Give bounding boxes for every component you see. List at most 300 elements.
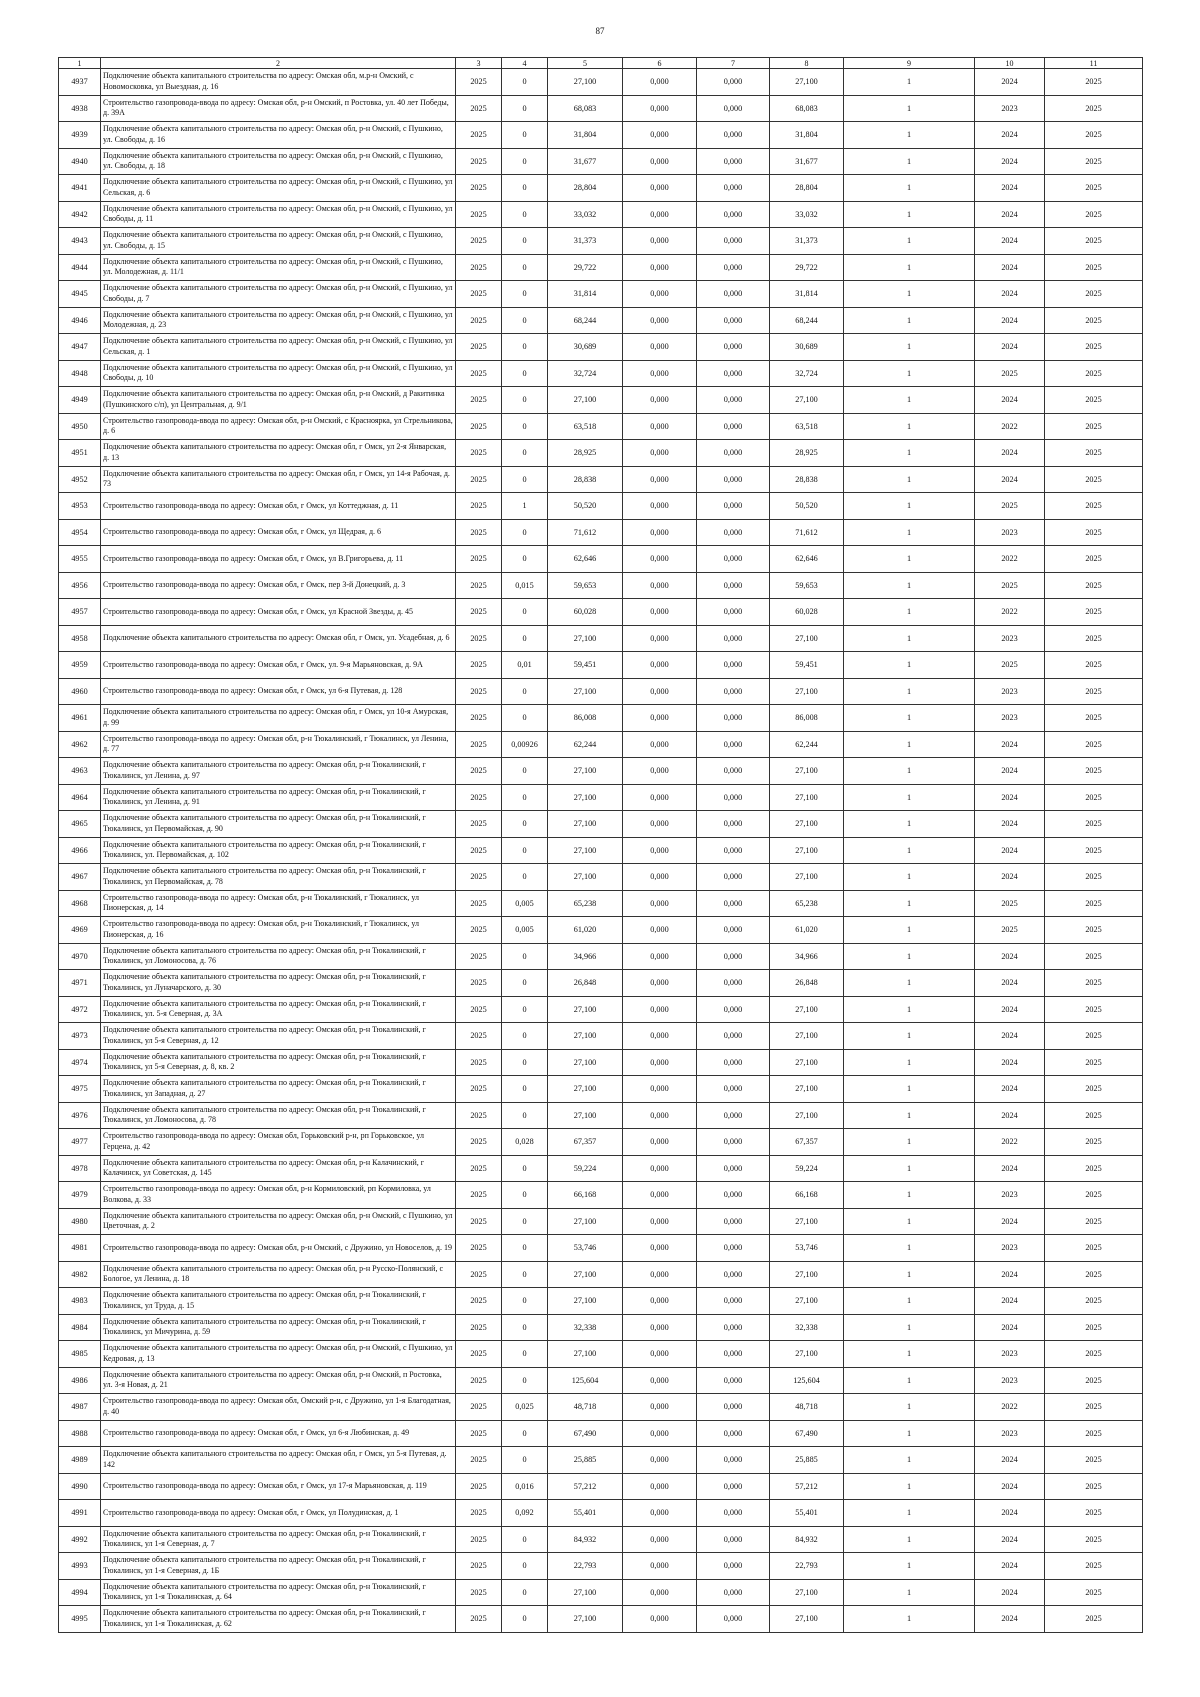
- object-description-cell: Подключение объекта капитального строительства по адресу: Омская обл, г Омск, ул 2-я Январская, д. 13: [101, 440, 456, 467]
- column-header: 5: [548, 58, 623, 69]
- end-year-cell: 2025: [1045, 440, 1143, 467]
- year-cell: 2025: [456, 1102, 502, 1129]
- end-year-cell: 2025: [1045, 1288, 1143, 1315]
- cost-col-7-cell: 0,000: [697, 493, 770, 520]
- end-year-cell: 2025: [1045, 864, 1143, 891]
- cost-col-6-cell: 0,000: [623, 678, 697, 705]
- start-year-cell: 2024: [975, 943, 1045, 970]
- cost-total-cell: 27,100: [548, 1606, 623, 1633]
- cost-total-cell: 27,100: [548, 1579, 623, 1606]
- cost-col-8-cell: 59,451: [770, 652, 844, 679]
- object-description-cell: Подключение объекта капитального строительства по адресу: Омская обл, р-н Омский, с Пушкино, ул. Свободы, д. 16: [101, 122, 456, 149]
- cost-col-7-cell: 0,000: [697, 705, 770, 732]
- object-description-cell: Подключение объекта капитального строительства по адресу: Омская обл, р-н Омский, п Ростовка, ул. 3-я Новая, д. 21: [101, 1367, 456, 1394]
- cost-col-6-cell: 0,000: [623, 917, 697, 944]
- table-row: [59, 254, 1143, 281]
- cost-col-8-cell: 28,925: [770, 440, 844, 467]
- cost-col-6-cell: 0,000: [623, 493, 697, 520]
- start-year-cell: 2024: [975, 175, 1045, 202]
- row-number-cell: 4938: [59, 95, 101, 122]
- cost-col-8-cell: 53,746: [770, 1235, 844, 1262]
- quantity-cell: 1: [844, 1182, 975, 1209]
- quantity-cell: 1: [844, 678, 975, 705]
- table-row: [59, 360, 1143, 387]
- row-number-cell: 4952: [59, 466, 101, 493]
- start-year-cell: 2022: [975, 413, 1045, 440]
- cost-col-6-cell: 0,000: [623, 572, 697, 599]
- cost-col-6-cell: 0,000: [623, 1076, 697, 1103]
- cost-col-8-cell: 63,518: [770, 413, 844, 440]
- table-row: [59, 1579, 1143, 1606]
- year-cell: 2025: [456, 625, 502, 652]
- cost-col-7-cell: 0,000: [697, 1341, 770, 1368]
- start-year-cell: 2024: [975, 148, 1045, 175]
- length-cell: 0,016: [502, 1473, 548, 1500]
- row-number-cell: 4991: [59, 1500, 101, 1527]
- column-header: 7: [697, 58, 770, 69]
- length-cell: 0: [502, 625, 548, 652]
- row-number-cell: 4954: [59, 519, 101, 546]
- cost-col-7-cell: 0,000: [697, 758, 770, 785]
- year-cell: 2025: [456, 228, 502, 255]
- year-cell: 2025: [456, 678, 502, 705]
- cost-total-cell: 27,100: [548, 758, 623, 785]
- end-year-cell: 2025: [1045, 1447, 1143, 1474]
- page-number: 87: [595, 26, 605, 36]
- cost-total-cell: 62,244: [548, 731, 623, 758]
- quantity-cell: 1: [844, 387, 975, 414]
- row-number-cell: 4969: [59, 917, 101, 944]
- cost-col-8-cell: 28,804: [770, 175, 844, 202]
- cost-col-8-cell: 31,677: [770, 148, 844, 175]
- row-number-cell: 4966: [59, 837, 101, 864]
- quantity-cell: 1: [844, 890, 975, 917]
- start-year-cell: 2023: [975, 1341, 1045, 1368]
- row-number-cell: 4964: [59, 784, 101, 811]
- length-cell: 0: [502, 175, 548, 202]
- cost-col-6-cell: 0,000: [623, 175, 697, 202]
- object-description-cell: Подключение объекта капитального строительства по адресу: Омская обл, р-н Тюкалинский, г Тюкалинск, ул 1-я Северная, д. 7: [101, 1526, 456, 1553]
- length-cell: 0: [502, 1553, 548, 1580]
- cost-col-6-cell: 0,000: [623, 1129, 697, 1156]
- length-cell: 0: [502, 1526, 548, 1553]
- start-year-cell: 2024: [975, 1155, 1045, 1182]
- start-year-cell: 2024: [975, 1473, 1045, 1500]
- cost-col-8-cell: 27,100: [770, 1076, 844, 1103]
- object-description-cell: Строительство газопровода-ввода по адресу: Омская обл, р-н Тюкалинский, г Тюкалинск, ул Ленина, д. 77: [101, 731, 456, 758]
- table-row: [59, 1102, 1143, 1129]
- table-row: [59, 890, 1143, 917]
- cost-total-cell: 27,100: [548, 69, 623, 96]
- object-description-cell: Строительство газопровода-ввода по адресу: Омская обл, р-н Кормиловский, рп Кормиловка, ул Волкова, д. 33: [101, 1182, 456, 1209]
- cost-total-cell: 27,100: [548, 1208, 623, 1235]
- cost-col-7-cell: 0,000: [697, 652, 770, 679]
- end-year-cell: 2025: [1045, 678, 1143, 705]
- cost-col-7-cell: 0,000: [697, 678, 770, 705]
- year-cell: 2025: [456, 519, 502, 546]
- row-number-cell: 4988: [59, 1420, 101, 1447]
- cost-col-7-cell: 0,000: [697, 201, 770, 228]
- end-year-cell: 2025: [1045, 1394, 1143, 1421]
- start-year-cell: 2024: [975, 440, 1045, 467]
- column-header: 2: [101, 58, 456, 69]
- quantity-cell: 1: [844, 625, 975, 652]
- quantity-cell: 1: [844, 784, 975, 811]
- row-number-cell: 4939: [59, 122, 101, 149]
- cost-col-6-cell: 0,000: [623, 334, 697, 361]
- year-cell: 2025: [456, 281, 502, 308]
- cost-col-7-cell: 0,000: [697, 1420, 770, 1447]
- row-number-cell: 4983: [59, 1288, 101, 1315]
- start-year-cell: 2023: [975, 1420, 1045, 1447]
- cost-total-cell: 27,100: [548, 678, 623, 705]
- object-description-cell: Строительство газопровода-ввода по адресу: Омская обл, Горьковский р-н, рп Горьковское, ул Герцена, д. 42: [101, 1129, 456, 1156]
- quantity-cell: 1: [844, 228, 975, 255]
- table-row: [59, 281, 1143, 308]
- row-number-cell: 4965: [59, 811, 101, 838]
- table-row: [59, 1341, 1143, 1368]
- cost-col-7-cell: 0,000: [697, 440, 770, 467]
- year-cell: 2025: [456, 413, 502, 440]
- end-year-cell: 2025: [1045, 1102, 1143, 1129]
- cost-col-6-cell: 0,000: [623, 1553, 697, 1580]
- quantity-cell: 1: [844, 546, 975, 573]
- table-row: [59, 758, 1143, 785]
- cost-total-cell: 30,689: [548, 334, 623, 361]
- year-cell: 2025: [456, 175, 502, 202]
- table-row: [59, 1447, 1143, 1474]
- year-cell: 2025: [456, 387, 502, 414]
- table-row: [59, 917, 1143, 944]
- table-row: [59, 387, 1143, 414]
- cost-col-7-cell: 0,000: [697, 917, 770, 944]
- end-year-cell: 2025: [1045, 890, 1143, 917]
- object-description-cell: Подключение объекта капитального строительства по адресу: Омская обл, р-н Тюкалинский, г Тюкалинск, ул Ломоносова, д. 78: [101, 1102, 456, 1129]
- start-year-cell: 2025: [975, 360, 1045, 387]
- cost-col-7-cell: 0,000: [697, 307, 770, 334]
- table-body: [59, 69, 1143, 1633]
- cost-col-8-cell: 27,100: [770, 784, 844, 811]
- length-cell: 0: [502, 281, 548, 308]
- table-row: [59, 1023, 1143, 1050]
- cost-col-7-cell: 0,000: [697, 69, 770, 96]
- object-description-cell: Строительство газопровода-ввода по адресу: Омская обл, р-н Омский, п Ростовка, ул. 40 лет Победы, д. 39А: [101, 95, 456, 122]
- start-year-cell: 2024: [975, 254, 1045, 281]
- cost-col-7-cell: 0,000: [697, 1155, 770, 1182]
- object-description-cell: Строительство газопровода-ввода по адресу: Омская обл, г Омск, ул. 9-я Марьяновская, д. 9А: [101, 652, 456, 679]
- start-year-cell: 2024: [975, 731, 1045, 758]
- end-year-cell: 2025: [1045, 519, 1143, 546]
- cost-col-6-cell: 0,000: [623, 705, 697, 732]
- header-row: [59, 58, 1143, 69]
- object-description-cell: Подключение объекта капитального строительства по адресу: Омская обл, р-н Омский, с Пушкино, ул. Молодежная, д. 11/1: [101, 254, 456, 281]
- cost-col-7-cell: 0,000: [697, 1076, 770, 1103]
- year-cell: 2025: [456, 599, 502, 626]
- cost-col-8-cell: 65,238: [770, 890, 844, 917]
- cost-col-8-cell: 57,212: [770, 1473, 844, 1500]
- quantity-cell: 1: [844, 599, 975, 626]
- table-row: [59, 1288, 1143, 1315]
- cost-col-6-cell: 0,000: [623, 387, 697, 414]
- cost-col-8-cell: 34,966: [770, 943, 844, 970]
- quantity-cell: 1: [844, 69, 975, 96]
- end-year-cell: 2025: [1045, 281, 1143, 308]
- row-number-cell: 4941: [59, 175, 101, 202]
- year-cell: 2025: [456, 1129, 502, 1156]
- cost-col-8-cell: 27,100: [770, 996, 844, 1023]
- cost-col-7-cell: 0,000: [697, 970, 770, 997]
- cost-total-cell: 61,020: [548, 917, 623, 944]
- cost-col-8-cell: 26,848: [770, 970, 844, 997]
- length-cell: 0: [502, 1182, 548, 1209]
- year-cell: 2025: [456, 1076, 502, 1103]
- object-description-cell: Подключение объекта капитального строительства по адресу: Омская обл, р-н Тюкалинский, г Тюкалинск, ул 1-я Северная, д. 1Б: [101, 1553, 456, 1580]
- object-description-cell: Строительство газопровода-ввода по адресу: Омская обл, Омский р-н, с Дружино, ул 1-я Благодатная, д. 40: [101, 1394, 456, 1421]
- cost-col-6-cell: 0,000: [623, 1526, 697, 1553]
- cost-col-7-cell: 0,000: [697, 1473, 770, 1500]
- cost-col-7-cell: 0,000: [697, 890, 770, 917]
- table-row: [59, 413, 1143, 440]
- start-year-cell: 2024: [975, 1288, 1045, 1315]
- cost-col-7-cell: 0,000: [697, 1049, 770, 1076]
- object-description-cell: Подключение объекта капитального строительства по адресу: Омская обл, р-н Тюкалинский, г Тюкалинск, ул Ломоносова, д. 76: [101, 943, 456, 970]
- length-cell: 0: [502, 1261, 548, 1288]
- length-cell: 0: [502, 1076, 548, 1103]
- object-description-cell: Строительство газопровода-ввода по адресу: Омская обл, г Омск, ул Коттеджная, д. 11: [101, 493, 456, 520]
- start-year-cell: 2024: [975, 69, 1045, 96]
- start-year-cell: 2024: [975, 334, 1045, 361]
- end-year-cell: 2025: [1045, 1553, 1143, 1580]
- cost-col-7-cell: 0,000: [697, 1261, 770, 1288]
- start-year-cell: 2024: [975, 281, 1045, 308]
- end-year-cell: 2025: [1045, 705, 1143, 732]
- cost-total-cell: 67,490: [548, 1420, 623, 1447]
- cost-col-8-cell: 27,100: [770, 1023, 844, 1050]
- column-header: 9: [844, 58, 975, 69]
- cost-total-cell: 67,357: [548, 1129, 623, 1156]
- cost-total-cell: 31,373: [548, 228, 623, 255]
- object-description-cell: Подключение объекта капитального строительства по адресу: Омская обл, р-н Тюкалинский, г Тюкалинск, ул Западная, д. 27: [101, 1076, 456, 1103]
- cost-total-cell: 27,100: [548, 996, 623, 1023]
- length-cell: 0: [502, 1420, 548, 1447]
- start-year-cell: 2024: [975, 387, 1045, 414]
- cost-col-6-cell: 0,000: [623, 1447, 697, 1474]
- table-row: [59, 599, 1143, 626]
- object-description-cell: Подключение объекта капитального строительства по адресу: Омская обл, г Омск, ул 10-я Амурская, д. 99: [101, 705, 456, 732]
- start-year-cell: 2023: [975, 678, 1045, 705]
- end-year-cell: 2025: [1045, 599, 1143, 626]
- year-cell: 2025: [456, 1155, 502, 1182]
- year-cell: 2025: [456, 334, 502, 361]
- end-year-cell: 2025: [1045, 387, 1143, 414]
- object-description-cell: Подключение объекта капитального строительства по адресу: Омская обл, р-н Тюкалинский, г Тюкалинск, ул Луначарского, д. 30: [101, 970, 456, 997]
- end-year-cell: 2025: [1045, 228, 1143, 255]
- end-year-cell: 2025: [1045, 1367, 1143, 1394]
- length-cell: 0,00926: [502, 731, 548, 758]
- end-year-cell: 2025: [1045, 95, 1143, 122]
- column-header: 6: [623, 58, 697, 69]
- table-row: [59, 1076, 1143, 1103]
- year-cell: 2025: [456, 69, 502, 96]
- column-header: 8: [770, 58, 844, 69]
- table-row: [59, 175, 1143, 202]
- cost-total-cell: 27,100: [548, 1076, 623, 1103]
- start-year-cell: 2024: [975, 1579, 1045, 1606]
- start-year-cell: 2024: [975, 837, 1045, 864]
- row-number-cell: 4949: [59, 387, 101, 414]
- object-description-cell: Подключение объекта капитального строительства по адресу: Омская обл, р-н Тюкалинский, г Тюкалинск, ул. Первомайская, д. 102: [101, 837, 456, 864]
- object-description-cell: Подключение объекта капитального строительства по адресу: Омская обл, р-н Тюкалинский, г Тюкалинск, ул Первомайская, д. 90: [101, 811, 456, 838]
- cost-col-7-cell: 0,000: [697, 837, 770, 864]
- cost-col-8-cell: 67,490: [770, 1420, 844, 1447]
- cost-col-6-cell: 0,000: [623, 943, 697, 970]
- table-row: [59, 864, 1143, 891]
- year-cell: 2025: [456, 1473, 502, 1500]
- quantity-cell: 1: [844, 413, 975, 440]
- object-description-cell: Подключение объекта капитального строительства по адресу: Омская обл, р-н Тюкалинский, г Тюкалинск, ул Труда, д. 15: [101, 1288, 456, 1315]
- cost-col-7-cell: 0,000: [697, 1367, 770, 1394]
- object-description-cell: Строительство газопровода-ввода по адресу: Омская обл, р-н Тюкалинский, г Тюкалинск, ул Пионерская, д. 14: [101, 890, 456, 917]
- length-cell: 0: [502, 307, 548, 334]
- cost-col-7-cell: 0,000: [697, 95, 770, 122]
- start-year-cell: 2024: [975, 784, 1045, 811]
- object-description-cell: Строительство газопровода-ввода по адресу: Омская обл, р-н Омский, с Красноярка, ул Стрельникова, д. 6: [101, 413, 456, 440]
- object-description-cell: Подключение объекта капитального строительства по адресу: Омская обл, г Омск, ул 5-я Путевая, д. 142: [101, 1447, 456, 1474]
- cost-col-6-cell: 0,000: [623, 1155, 697, 1182]
- cost-col-7-cell: 0,000: [697, 1182, 770, 1209]
- column-header: 11: [1045, 58, 1143, 69]
- cost-col-6-cell: 0,000: [623, 95, 697, 122]
- column-header: 10: [975, 58, 1045, 69]
- cost-total-cell: 27,100: [548, 1288, 623, 1315]
- object-description-cell: Подключение объекта капитального строительства по адресу: Омская обл, р-н Тюкалинский, г Тюкалинск, ул Первомайская, д. 78: [101, 864, 456, 891]
- end-year-cell: 2025: [1045, 466, 1143, 493]
- year-cell: 2025: [456, 705, 502, 732]
- cost-col-7-cell: 0,000: [697, 1288, 770, 1315]
- cost-col-8-cell: 27,100: [770, 1208, 844, 1235]
- cost-col-6-cell: 0,000: [623, 864, 697, 891]
- end-year-cell: 2025: [1045, 254, 1143, 281]
- cost-col-7-cell: 0,000: [697, 1606, 770, 1633]
- length-cell: 0: [502, 1367, 548, 1394]
- end-year-cell: 2025: [1045, 811, 1143, 838]
- table-row: [59, 1261, 1143, 1288]
- column-header: 3: [456, 58, 502, 69]
- cost-col-8-cell: 61,020: [770, 917, 844, 944]
- length-cell: 0: [502, 1155, 548, 1182]
- length-cell: 0: [502, 970, 548, 997]
- table-row: [59, 122, 1143, 149]
- quantity-cell: 1: [844, 1288, 975, 1315]
- cost-total-cell: 27,100: [548, 625, 623, 652]
- quantity-cell: 1: [844, 1447, 975, 1474]
- cost-total-cell: 27,100: [548, 864, 623, 891]
- quantity-cell: 1: [844, 864, 975, 891]
- year-cell: 2025: [456, 996, 502, 1023]
- object-description-cell: Подключение объекта капитального строительства по адресу: Омская обл, м.р-н Омский, с Новомосковка, ул Выездная, д. 16: [101, 69, 456, 96]
- end-year-cell: 2025: [1045, 175, 1143, 202]
- end-year-cell: 2025: [1045, 1023, 1143, 1050]
- row-number-cell: 4970: [59, 943, 101, 970]
- quantity-cell: 1: [844, 1102, 975, 1129]
- length-cell: 0,005: [502, 917, 548, 944]
- length-cell: 0: [502, 440, 548, 467]
- cost-col-6-cell: 0,000: [623, 1049, 697, 1076]
- start-year-cell: 2024: [975, 1208, 1045, 1235]
- row-number-cell: 4993: [59, 1553, 101, 1580]
- cost-col-7-cell: 0,000: [697, 1553, 770, 1580]
- object-description-cell: Подключение объекта капитального строительства по адресу: Омская обл, р-н Омский, с Пушкино, ул Сельская, д. 6: [101, 175, 456, 202]
- cost-col-8-cell: 27,100: [770, 1579, 844, 1606]
- cost-total-cell: 59,451: [548, 652, 623, 679]
- length-cell: 0: [502, 811, 548, 838]
- year-cell: 2025: [456, 201, 502, 228]
- length-cell: 0,015: [502, 572, 548, 599]
- end-year-cell: 2025: [1045, 625, 1143, 652]
- start-year-cell: 2024: [975, 1553, 1045, 1580]
- quantity-cell: 1: [844, 1553, 975, 1580]
- object-description-cell: Подключение объекта капитального строительства по адресу: Омская обл, р-н Омский, с Пушкино, ул Свободы, д. 7: [101, 281, 456, 308]
- row-number-cell: 4943: [59, 228, 101, 255]
- object-description-cell: Подключение объекта капитального строительства по адресу: Омская обл, г Омск, ул 14-я Рабочая, д. 73: [101, 466, 456, 493]
- object-description-cell: Подключение объекта капитального строительства по адресу: Омская обл, г Омск, ул. Усадебная, д. 6: [101, 625, 456, 652]
- year-cell: 2025: [456, 1526, 502, 1553]
- start-year-cell: 2024: [975, 1606, 1045, 1633]
- object-description-cell: Строительство газопровода-ввода по адресу: Омская обл, г Омск, ул Щедрая, д. 6: [101, 519, 456, 546]
- table-row: [59, 572, 1143, 599]
- end-year-cell: 2025: [1045, 1500, 1143, 1527]
- cost-col-8-cell: 32,724: [770, 360, 844, 387]
- cost-col-8-cell: 32,338: [770, 1314, 844, 1341]
- cost-total-cell: 86,008: [548, 705, 623, 732]
- quantity-cell: 1: [844, 1129, 975, 1156]
- quantity-cell: 1: [844, 1049, 975, 1076]
- year-cell: 2025: [456, 1023, 502, 1050]
- cost-col-6-cell: 0,000: [623, 1314, 697, 1341]
- year-cell: 2025: [456, 1182, 502, 1209]
- year-cell: 2025: [456, 1208, 502, 1235]
- row-number-cell: 4994: [59, 1579, 101, 1606]
- end-year-cell: 2025: [1045, 1314, 1143, 1341]
- column-header: 1: [59, 58, 101, 69]
- end-year-cell: 2025: [1045, 122, 1143, 149]
- quantity-cell: 1: [844, 811, 975, 838]
- row-number-cell: 4979: [59, 1182, 101, 1209]
- cost-col-7-cell: 0,000: [697, 811, 770, 838]
- row-number-cell: 4948: [59, 360, 101, 387]
- row-number-cell: 4986: [59, 1367, 101, 1394]
- start-year-cell: 2024: [975, 996, 1045, 1023]
- quantity-cell: 1: [844, 122, 975, 149]
- cost-col-7-cell: 0,000: [697, 122, 770, 149]
- cost-total-cell: 59,224: [548, 1155, 623, 1182]
- start-year-cell: 2024: [975, 1102, 1045, 1129]
- quantity-cell: 1: [844, 917, 975, 944]
- row-number-cell: 4957: [59, 599, 101, 626]
- year-cell: 2025: [456, 1447, 502, 1474]
- cost-col-8-cell: 84,932: [770, 1526, 844, 1553]
- length-cell: 0: [502, 943, 548, 970]
- cost-total-cell: 55,401: [548, 1500, 623, 1527]
- table-row: [59, 1526, 1143, 1553]
- start-year-cell: 2023: [975, 625, 1045, 652]
- length-cell: 0,025: [502, 1394, 548, 1421]
- row-number-cell: 4951: [59, 440, 101, 467]
- table-row: [59, 1208, 1143, 1235]
- length-cell: 0,01: [502, 652, 548, 679]
- year-cell: 2025: [456, 466, 502, 493]
- cost-col-6-cell: 0,000: [623, 281, 697, 308]
